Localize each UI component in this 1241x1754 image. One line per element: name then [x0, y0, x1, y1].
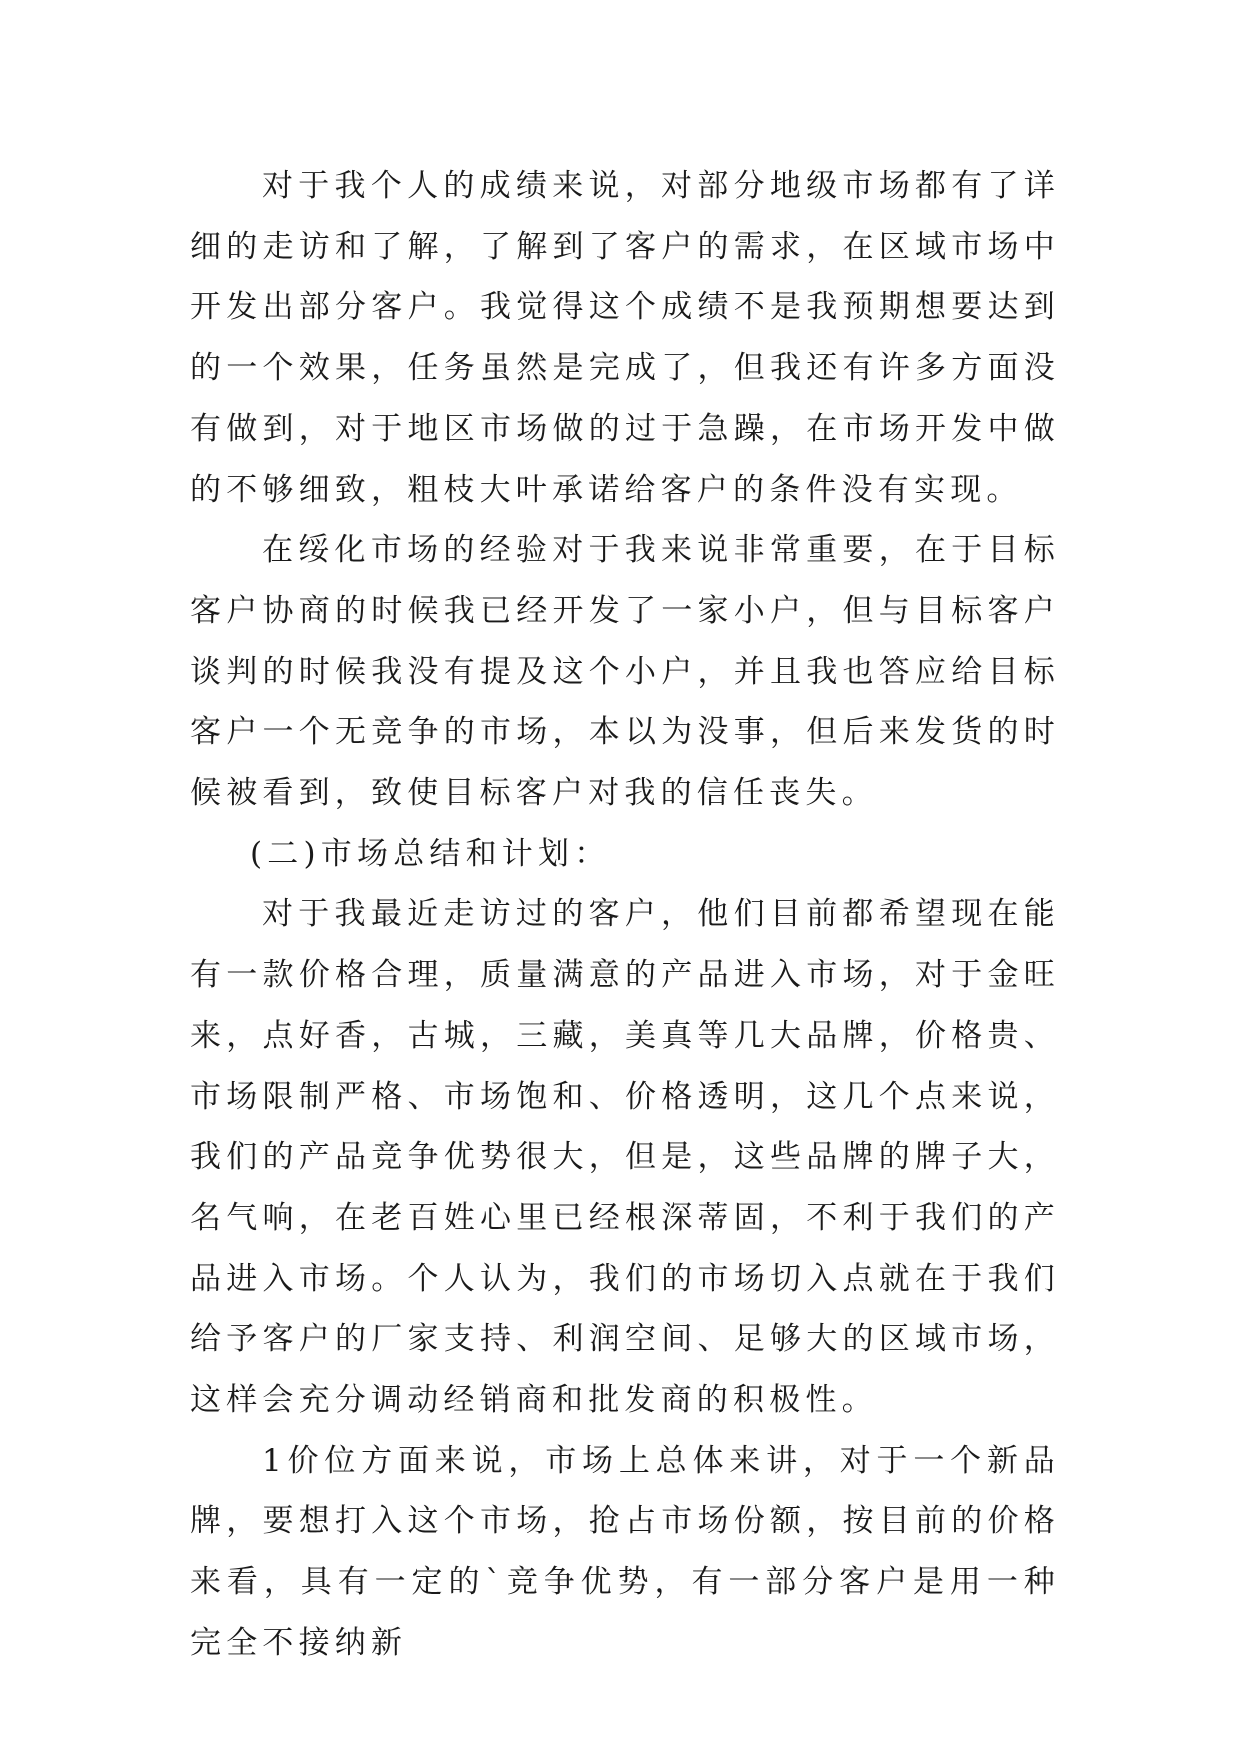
paragraph-suihua-experience: 在绥化市场的经验对于我来说非常重要，在于目标客户协商的时候我已经开发了一家小户，但与目标客户谈判的时候我没有提及这个小户，并且我也答应给目标客户一个无竞争的市场，本以为没事，但后来发货的时候被看到，致使目标客户对我的信任丧失。 [190, 532, 1060, 812]
section-heading-market-summary: (二)市场总结和计划： [250, 835, 611, 872]
paragraph-personal-performance: 对于我个人的成绩来说，对部分地级市场都有了详细的走访和了解，了解到了客户的需求，在区域市场中开发出部分客户。我觉得这个成绩不是我预期想要达到的一个效果，任务虽然是完成了，但我还有许多方面没有做到，对于地区市场做的过于急躁，在市场开发中做的不够细致，粗枝大叶承诺给客户的条件没有实现。 [190, 168, 1060, 508]
paragraph-pricing: 1价位方面来说，市场上总体来讲，对于一个新品牌，要想打入这个市场，抢占市场份额，按目前的价格来看，具有一定的`竞争优势，有一部分客户是用一种完全不接纳新 [190, 1442, 1060, 1661]
document-body [190, 156, 1060, 1674]
paragraph-customer-visits: 对于我最近走访过的客户，他们目前都希望现在能有一款价格合理，质量满意的产品进入市场，对于金旺来，点好香，古城，三藏，美真等几大品牌，价格贵、市场限制严格、市场饱和、价格透明，这几个点来说，我们的产品竞争优势很大，但是，这些品牌的牌子大，名气响，在老百姓心里已经根深蒂固，不利于我们的产品进入市场。个人认为，我们的市场切入点就在于我们给予客户的厂家支持、利润空间、足够大的区域市场，这样会充分调动经销商和批发商的积极性。 [190, 896, 1060, 1419]
